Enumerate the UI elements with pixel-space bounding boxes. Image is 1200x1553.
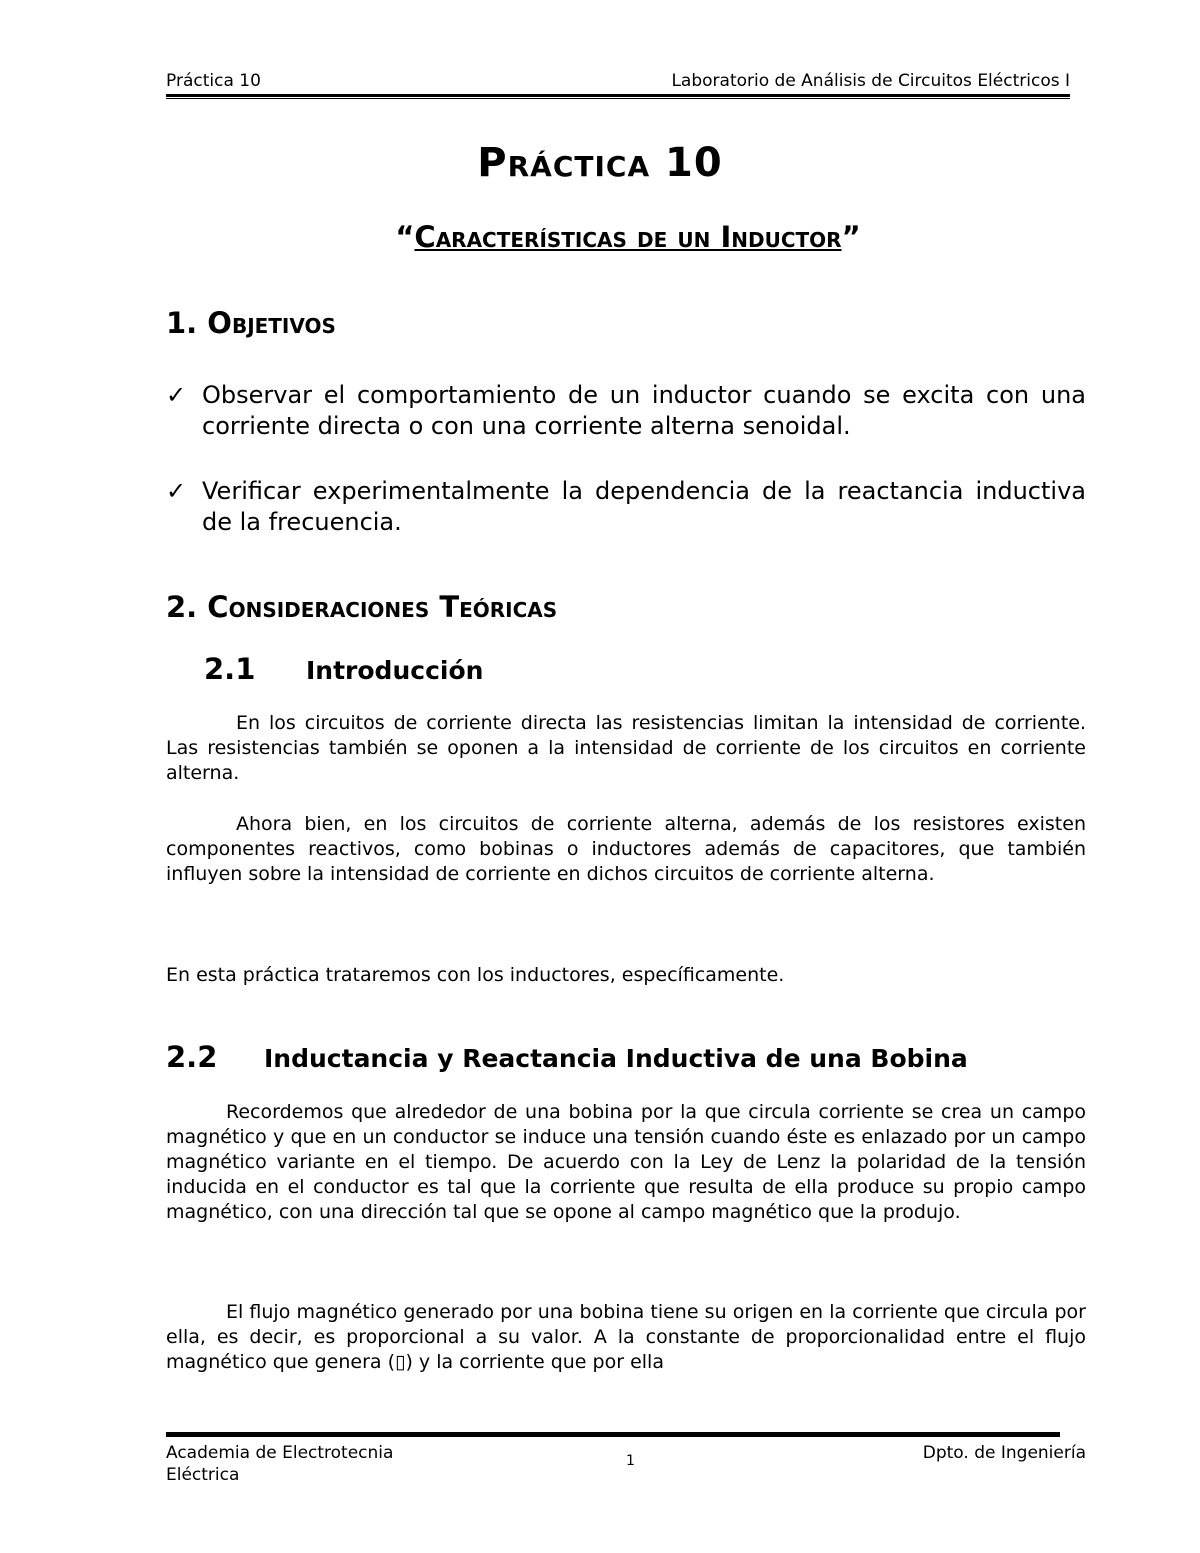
subsection-number: 2.1 [204,652,256,686]
subsection-number: 2.2 [166,1040,218,1074]
header-rule [166,94,1070,97]
checkmark-icon: ✓ [166,477,187,505]
paragraph: En los circuitos de corriente directa las resistencias limitan la intensidad de corriente. Las resistencias también se oponen a la intensidad de corriente de los circuitos en corriente alterna. [166,712,1086,784]
footer-rule [166,1432,1060,1437]
objective-text-2: Verificar experimentalmente la dependencia de la reactancia inductiva de la frecuencia. [202,477,1086,536]
page-number: 1 [626,1453,635,1469]
footer-left-text: Academia de Electrotecnia Eléctrica [166,1443,394,1485]
objective-item-1 [166,380,1086,442]
page-title: Práctica 10 [477,140,723,186]
subsection-heading-2-2 [166,1040,968,1074]
subtitle-text: Características de un Inductor [414,220,842,254]
footer-right-text: Dpto. de Ingeniería [922,1443,1086,1463]
header-left-text: Práctica 10 [166,71,261,91]
header-rule-thin [166,98,1070,99]
objective-item-2 [166,476,1086,538]
header-right-text: Laboratorio de Análisis de Circuitos Eléctricos I [671,71,1070,91]
page-subtitle [0,220,1200,254]
section-heading-consideraciones: 2. Consideraciones Teóricas [166,590,558,624]
section-heading-objetivos: 1. Objetivos [166,306,336,340]
paragraph: Ahora bien, en los circuitos de corriente alterna, además de los resistores existen componentes reactivos, como bobinas o inductores además de capacitores, que también influyen sobre la intensidad de corriente en dichos circuitos de corriente alterna. [166,813,1086,885]
subsection-title: Inductancia y Reactancia Inductiva de una Bobina [264,1044,968,1073]
checkmark-icon: ✓ [166,381,187,409]
subsection-title: Introducción [306,656,484,685]
paragraph: El flujo magnético generado por una bobina tiene su origen en la corriente que circula por ella, es decir, es proporcional a su valor. A la constante de proporcionalidad entre el flujo magnético que genera (▯) y la corriente que por ella [166,1301,1086,1373]
subtitle-close-quote: ” [841,220,861,254]
subsection-heading-2-1 [204,652,483,686]
paragraph: En esta práctica trataremos con los inductores, específicamente. [166,964,785,986]
objective-text-1: Observar el comportamiento de un inductor cuando se excita con una corriente directa o con una corriente alterna senoidal. [202,381,1086,440]
subtitle-open-quote: “ [395,220,415,254]
paragraph: Recordemos que alrededor de una bobina por la que circula corriente se crea un campo magnético y que en un conductor se induce una tensión cuando éste es enlazado por un campo magnético variante en el tiempo. De acuerdo con la Ley de Lenz la polaridad de la tensión inducida en el conductor es tal que la corriente que resulta de ella produce su propio campo magnético, con una dirección tal que se opone al campo magnético que la produjo. [166,1101,1086,1223]
